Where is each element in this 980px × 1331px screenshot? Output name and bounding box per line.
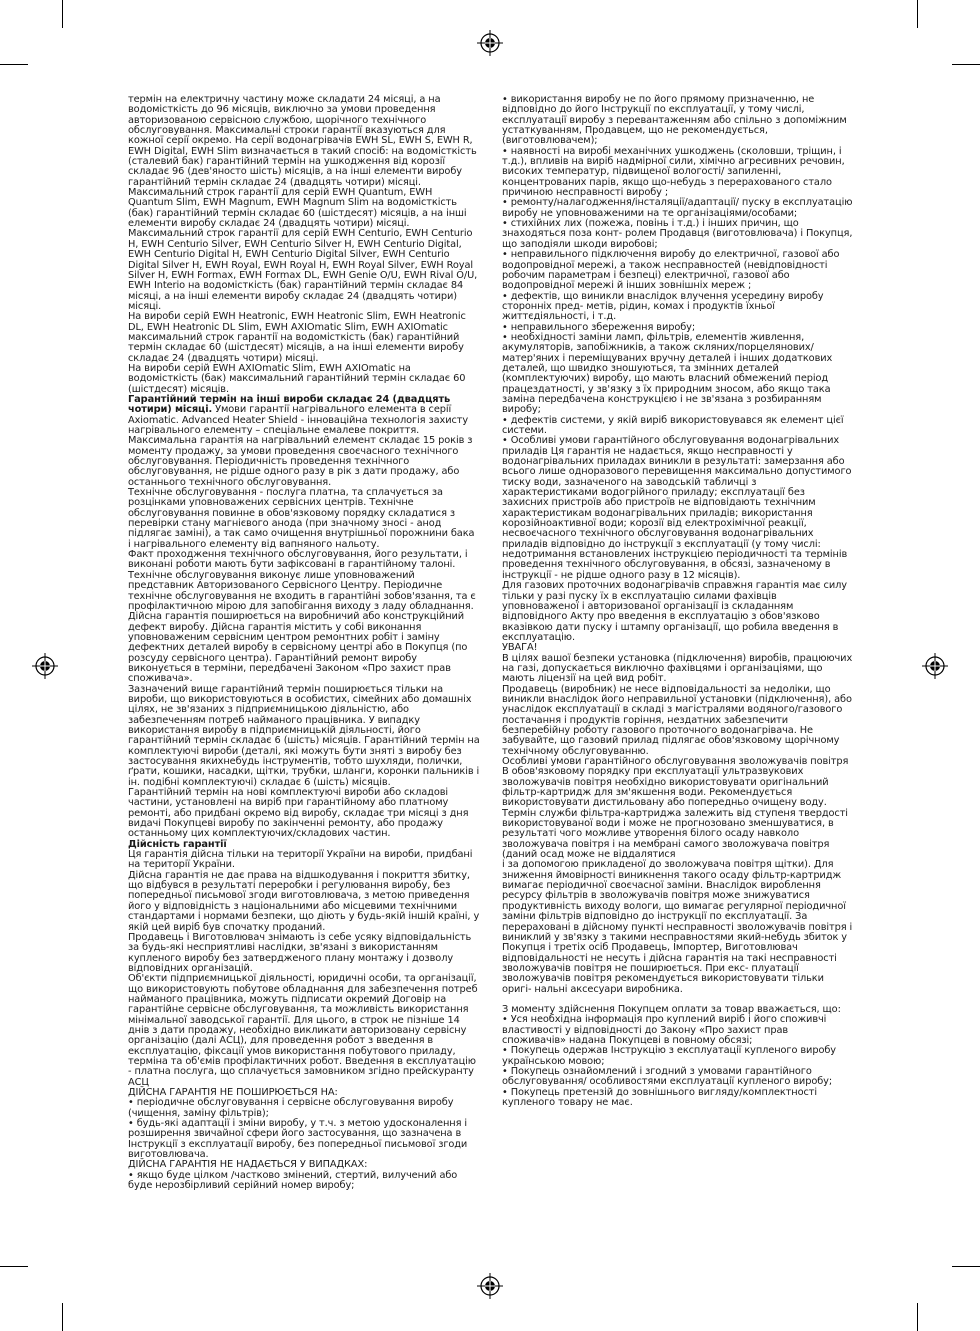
paragraph [502, 581, 854, 643]
paragraph-text: ДІЙСНА ГАРАНТІЯ НЕ ПОШИРЮЄТЬСЯ НА: [128, 1087, 338, 1098]
paragraph-text: • Уся необхідна інформація про куплений виріб і його споживчі властивості у відповідності до Закону «Про захист прав споживачів» надана Покупцеві в повному обсязі; [502, 1014, 827, 1046]
paragraph-text: • ремонту/налагодження/інсталяції/адаптації/ пуску в експлуатацію виробу не уповноваженими на те організаціями/особами; [502, 197, 853, 219]
paragraph-text: • будь-які адаптації і зміни виробу, у т.ч. з метою удосконалення і розширення звичайної сфери його застосування, що зазначена в Інструкції з експлуатації виробу, без попередньої письмової згоди виготовлювача. [128, 1118, 468, 1161]
paragraph [128, 550, 480, 684]
paragraph [128, 850, 480, 871]
paragraph [128, 1171, 480, 1192]
registration-mark-bottom-icon [477, 1273, 503, 1299]
paragraph-text: термін на електричну частину може складати 24 місяці, а на водомісткість до 96 місяців, виключно за умови проведення авторизованою сервісною службою, щорічного технічного обслуговування. Максимальні строки гарантії вказуються для кожної серії окремо. На серії водонагрівачів EWH SL, EWH S, EWH R, EWH Digital, EWH Slim визначається в такий спосіб: на водомісткість (сталевий бак) гарантійний термін на ушкодження від корозії складає 96 (дев'яносто шість) місяців, а на інші елементи виробу гарантійний термін складає 24 (двадцять чотири) місяці. Максимальний строк гарантії для серій EWH Quantum, EWH Quantum Slim, EWH Magnum, EWH Magnum Slim на водомісткість (бак) гарантійний термін складає 60 (шістдесят) місяців, а на інші елементи виробу складає 24 (двадцять чотири) місяці. Максимальний строк гарантії для серій EWH Centurio, EWH Centurio H, EWH Centurio Silver, EWH Centurio Silver H, EWH Centurio Digital, EWH Centurio Digital H, EWH Centurio Digital Silver, EWH Centurio Digital Silver H, EWH Royal, EWH Royal H, EWH Royal Silver, EWH Royal Silver H, EWH Formax, EWH Formax DL, EWH Genie O/U, EWH Rival O/U, EWH Interio на водомісткість (бак) гарантійний термін складає 84 місяці, а на інші елементи виробу складає 24 (двадцять чотири) місяці. [128, 94, 478, 312]
paragraph [502, 436, 854, 581]
paragraph-text: На вироби серій EWH AXIOmatic Slim, EWH AXIOmatic на водомісткість (бак) максимальний гарантійний термін складає 60 (шістдесят) місяців. [128, 362, 466, 395]
paragraph [502, 416, 854, 437]
paragraph-text: і за допомогою прикладеної до зволожувача повітря щітки). Для зниження ймовірності виникнення такого осаду фільтр-картридж вимагає періодичної своєчасної заміни. Внаслідок вироблення ресурсу фільтрів в зволожувачів повітря може знижуватися продуктивність виходу вологи, що вимагає регулярної періодичної заміни фільтрів відповідно до інструкції по експлуатації. За перераховані в дійсному пункті несправності зволожувачів повітря і виниклий у зв'язку з такими несправностями який-небудь збиток у Покупця і третіх осіб Продавець, Імпортер, Виготовлювач відповідальності не несуть і дійсна гарантія на такі несправності зволожувачів повітря не поширюється. При екс- плуатації зволожувачів повітря рекомендується використовувати тільки оригі- нальні аксесуари виробника. [502, 859, 853, 995]
paragraph-text: • Особливі умови гарантійного обслуговування водонагрівальних приладів Ця гарантія не надається, якщо несправності у водонагрівальних приладах виникли в результаті: замерзання або всього лише одноразового перевищення максимально допустимого тиску води, зазначеного на заводській табличці з характеристиками водогрійного приладу; експлуатації без захисних пристроїв або пристроїв не відповідають технічним характеристикам водонагрівальних приладів; використання корозійноактивної води; корозії від електрохімічної реакції, несвоєчасного технічного обслуговування водонагрівальних приладів відповідно до інструкції з експлуатації (у тому числі: недотримання встановлених інструкцією періодичності та термінів проведення технічного обслуговування, в обсязі, зазначеному в інструкції - не рідше одного разу в 12 місяців). [502, 435, 852, 581]
paragraph [128, 488, 480, 550]
paragraph-text: Технічне обслуговування - послуга платна, та сплачується за розцінками уповноважених сервісних центрів. Технічне обслуговування повинне в обов'язковому порядку складатися з перевірки стану магнієвого анода (при значному зносі - анод підлягає заміні), а так само очищення внутрішньої порожнини бака і нагрівального елементу від вапняного нальоту. [128, 487, 475, 550]
paragraph [502, 1067, 854, 1088]
paragraph-text: • якщо буде цілком /частково змінений, стертий, вилучений або буде нерозбірливий серійний номер виробу; [128, 1169, 458, 1192]
paragraph-text: Умови гарантії нагрівального елемента в серії Axiomatic. Advanced Heater Shield - інноваційна технологія захисту нагрівального елементу – спеціальне емалеве покриття. [128, 404, 469, 436]
paragraph [128, 436, 480, 488]
crop-mark [0, 1266, 28, 1267]
paragraph [128, 933, 480, 974]
crop-mark [62, 1303, 63, 1331]
paragraph [128, 788, 480, 840]
paragraph-text: • використання виробу не по його прямому призначенню, не відповідно до його Інструкції по експлуатації, у тому числі, експлуатації виробу з перевантаженням або спільно з допоміжним устаткуванням, Продавцем, що не рекомендується, (виготовлювачем); [502, 94, 847, 147]
paragraph-text: УВАГА! [502, 642, 538, 654]
paragraph-text: Продавець і Виготовлювач знімають із себе усяку відповідальність за будь-які несприятливі наслідки, зв'язані з використанням купленого виробу без затвердженого плану монтажу і дозволу відповідних організацій. [128, 931, 472, 974]
paragraph [502, 292, 854, 323]
paragraph-text: • Покупець ознайомлений і згодний з умовами гарантійного обслуговування/ особливостями експлуатації купленого виробу; [502, 1065, 833, 1088]
paragraph [502, 333, 854, 416]
paragraph [128, 312, 480, 364]
paragraph [128, 1098, 480, 1119]
crop-mark [917, 1303, 918, 1331]
paragraph [502, 95, 854, 147]
paragraph [128, 1119, 480, 1160]
bold-text: Дійсність гарантії [128, 838, 227, 850]
paragraph [502, 147, 854, 199]
paragraph-text: З моменту здійснення Покупцем оплати за товар вважається, що: [502, 1003, 841, 1015]
paragraph [502, 654, 854, 685]
paragraph-text: Факт проходження технічного обслуговування, його результати, і виконані роботи мають бути зафіксовані в гарантійному талоні. Технічне обслуговування виконує лише уповноважений представник Авторизованого Сервісного Центру. Періодичне технічне обслуговування не входить в гарантійні зобов'язання, та є профілактичною мірою для запобігання виходу з ладу обладнання. Дійсна гарантія поширюється на виробничий або конструкційний дефект виробу. Дійсна гарантія містить у собі виконання уповноваженим сервісним центром ремонтних робіт і заміну дефектних деталей виробу в сервісному центрі або в Покупця (по розсуду сервісного центра). Гарантійний ремонт виробу виконується в терміни, передбачені Законом «Про захист прав споживача». [128, 549, 476, 685]
registration-mark-left-icon [32, 653, 58, 679]
paragraph [502, 198, 854, 219]
paragraph [128, 871, 480, 933]
paragraph-text: В цілях вашої безпеки установка (підключення) виробів, працюючих на газі, допускається виключно фахівцями і організаціями, що мають ліцензії на цей вид робіт. [502, 652, 853, 685]
registration-mark-right-icon [922, 653, 948, 679]
paragraph-text: Продавець (виробник) не несе відповідальності за недоліки, що виникли внаслідок його неправильної установки (підключення), або унаслідок експлуатації в складі з магістралями водяного/газового постачання і продуктів горіння, нездатних забезпечити безперебійну роботу газового проточного водонагрівача. Не забувайте, що газовий прилад підлягає обов'язковому щорічному технічному обслуговуванню. [502, 683, 852, 757]
paragraph-text: На вироби серій EWH Heatronic, EWH Heatronic Slim, EWH Heatronic DL, EWH Heatronic DL Slim, EWH AXIOmatic Slim, EWH AXIOmatic максимальний строк гарантії на водомісткість (бак) гарантійний термін складає 60 (шістдесят) місяців, а на інші елементи виробу складає 24 (двадцять чотири) місяці. [128, 311, 466, 364]
paragraph-text: • дефектів, що виникли внаслідок влучення усередину виробу сторонніх пред- метів, рідин, комах і продуктів їхньої життєдіяльності, і т.д. [502, 290, 824, 323]
paragraph-text: • необхідності заміни ламп, фільтрів, елементів живлення, акумуляторів, запобіжників, а також скляних/порцелянових/ матер'яних і переміщуваних вручну деталей і інших додаткових деталей, що швидко зношуються, та змінних деталей (комплектуючих) виробу, що мають власний обмежений період працездатності, у зв'язку з їх природним зносом, або якщо така заміна передбачена конструкцією і не зв'язана з розбиранням виробу; [502, 331, 833, 416]
paragraph-text: Дійсна гарантія не дає права на відшкодування і покриття збитку, що відбувся в результаті переробки і регулювання виробу, без попередньої письмової згоди виготовлювача, з метою приведення його у відповідність з національними або місцевими технічними стандартами і нормами безпеки, що діють у будь-якій іншій країні, у якій цей виріб був спочатку проданий. [128, 869, 480, 933]
paragraph-text: Максимальна гарантія на нагрівальний елемент складає 15 років з моменту продажу, за умови проведення своєчасного технічного обслуговування. Періодичність проведення технічного обслуговування, не рідше одного разу в рік з дати продажу, або останнього технічного обслуговування. [128, 435, 473, 488]
crop-mark [62, 0, 63, 28]
bold-text: Гарантійний термін на інші вироби складає 24 (двадцять чотири) місяці. [128, 393, 451, 416]
crop-mark [917, 0, 918, 28]
paragraph [502, 219, 854, 250]
paragraph [128, 364, 480, 395]
paragraph-text: ДІЙСНА ГАРАНТІЯ НЕ НАДАЄТЬСЯ У ВИПАДКАХ: [128, 1159, 368, 1171]
paragraph [128, 395, 480, 436]
paragraph-text: Зазначений вище гарантійний термін поширюється тільки на вироби, що використовуються в особистих, сімейних або домашніх цілях, не зв'язаних з підприємницькою діяльністю, або забезпеченням потреб найманого працівника. У випадку використання виробу в підприємницькій діяльності, його гарантійний термін складає 6 (шість) місяців. Гарантійний термін на комплектуючі вироби (деталі, які можуть бути зняті з виробу без застосування якихнебудь інструментів, тобто шухляди, полички, ґрати, кошики, насадки, щітки, трубки, шланги, коронки пальників і ін. подібні комплектуючі) складає 6 (шість) місяців. [128, 683, 480, 788]
paragraph-text: Гарантійний термін на нові комплектуючі вироби або складові частини, установлені на виріб при гарантійному або платному ремонті, або придбані окремо від виробу, складає три місяці з дня видачі Покупцеві виробу по закінченні ремонту, або продажу останньому цих комплектуючих/складових частин. [128, 787, 469, 840]
paragraph-text: Особливі умови гарантійного обслуговування зволожувачів повітря В обов'язковому порядку при експлуатації ультразвукових зволожувачів повітря необхідно використовувати оригінальний фільтр-картридж для зм'якшення води. Рекомендується використовувати дистильовану або попередньо очищену воду. Термін служби фільтра-картриджа залежить від ступеня твердості використовуваної води і може не прогнозовано зменшуватися, в результаті чого можливе утворення білого осаду навколо зволожувача повітря і на мембрані самого зволожувача повітря (даний осад може не віддалятися [502, 756, 849, 861]
paragraph [502, 1088, 854, 1109]
paragraph-text: • Покупець претензій до зовнішнього вигляду/комплектності купленого товару не має. [502, 1086, 817, 1108]
paragraph-text: • Покупець одержав Інструкцію з експлуатації купленого виробу українською мовою; [502, 1045, 836, 1067]
paragraph [502, 757, 854, 860]
paragraph [502, 685, 854, 757]
paragraph [128, 974, 480, 1088]
paragraph-text: • періодичне обслуговування і сервісне обслуговування виробу (чищення, заміну фільтрів); [128, 1097, 454, 1119]
paragraph-text: Ця гарантія дійсна тільки на території України на вироби, придбані на території України. [128, 849, 473, 871]
paragraph [502, 860, 854, 994]
crop-mark [952, 1266, 980, 1267]
paragraph [128, 95, 480, 312]
left-text-column [128, 95, 480, 1191]
crop-mark [0, 64, 28, 65]
paragraph [502, 1046, 854, 1067]
registration-mark-top-icon [477, 30, 503, 56]
paragraph-text: Для газових проточних водонагрівачів справжня гарантія має силу тільки у разі пуску їх в експлуатацію силами фахівців уповноваженої і авторизованої організації із складанням відповідного Акту про введення в експлуатацію з обов'язково вказівкою дати пуску і штампу організації, що робила введення в експлуатацію. [502, 580, 847, 643]
paragraph [502, 250, 854, 291]
paragraph-text: • неправильного збереження виробу; [502, 321, 696, 333]
paragraph-text: Об'єкти підприємницької діяльності, юридичні особи, та організації, що використовують побутове обладнання для забезпечення потреб найманого працівника, можуть підписати окремий Договір на гарантійне сервісне обслуговування, та можливість використання мінімальної заводської гарантії. Для цього, в строк не пізніше 14 днів з дати продажу, необхідно викликати авторизовану сервісну організацію (далі АСЦ), для проведення робот з введення в експлуатацію, фіксації умов використання побутового приладу, терміна та об'ємів профілактичних робот. Введення в експлуатацію - платна послуга, що сплачується замовником згідно прейскуранту АСЦ [128, 973, 478, 1088]
paragraph-text: • дефектів системи, у якій виріб використовувався як елемент цієї системи. [502, 414, 844, 436]
paragraph [128, 685, 480, 788]
right-text-column [502, 95, 854, 1108]
crop-mark [952, 64, 980, 65]
paragraph-text: • наявності на виробі механічних ушкоджень (сколовши, тріщин, і т.д.), впливів на виріб надмірної сили, хімічно агресивних речовин, високих температур, підвищеної вологості/ запиленні, концентрованих парів, якщо що-небудь з перерахованого стало причиною несправності виробу ; [502, 145, 845, 199]
paragraph [502, 1015, 854, 1046]
paragraph-text: • неправильного підключення виробу до електричної, газової або водопровідної мережі, а також несправностей (невідповідності робочим параметрам і безпеці) електричної, газової або водопровідної мережі й інших зовнішніх мереж ; [502, 249, 840, 292]
paragraph-text: • стихійних лих (пожежа, повінь і т.д.) і інших причин, що знаходяться поза конт- ролем Продавця (виготовлювача) і Покупця, що заподіяли шкоди виробові; [502, 218, 853, 250]
